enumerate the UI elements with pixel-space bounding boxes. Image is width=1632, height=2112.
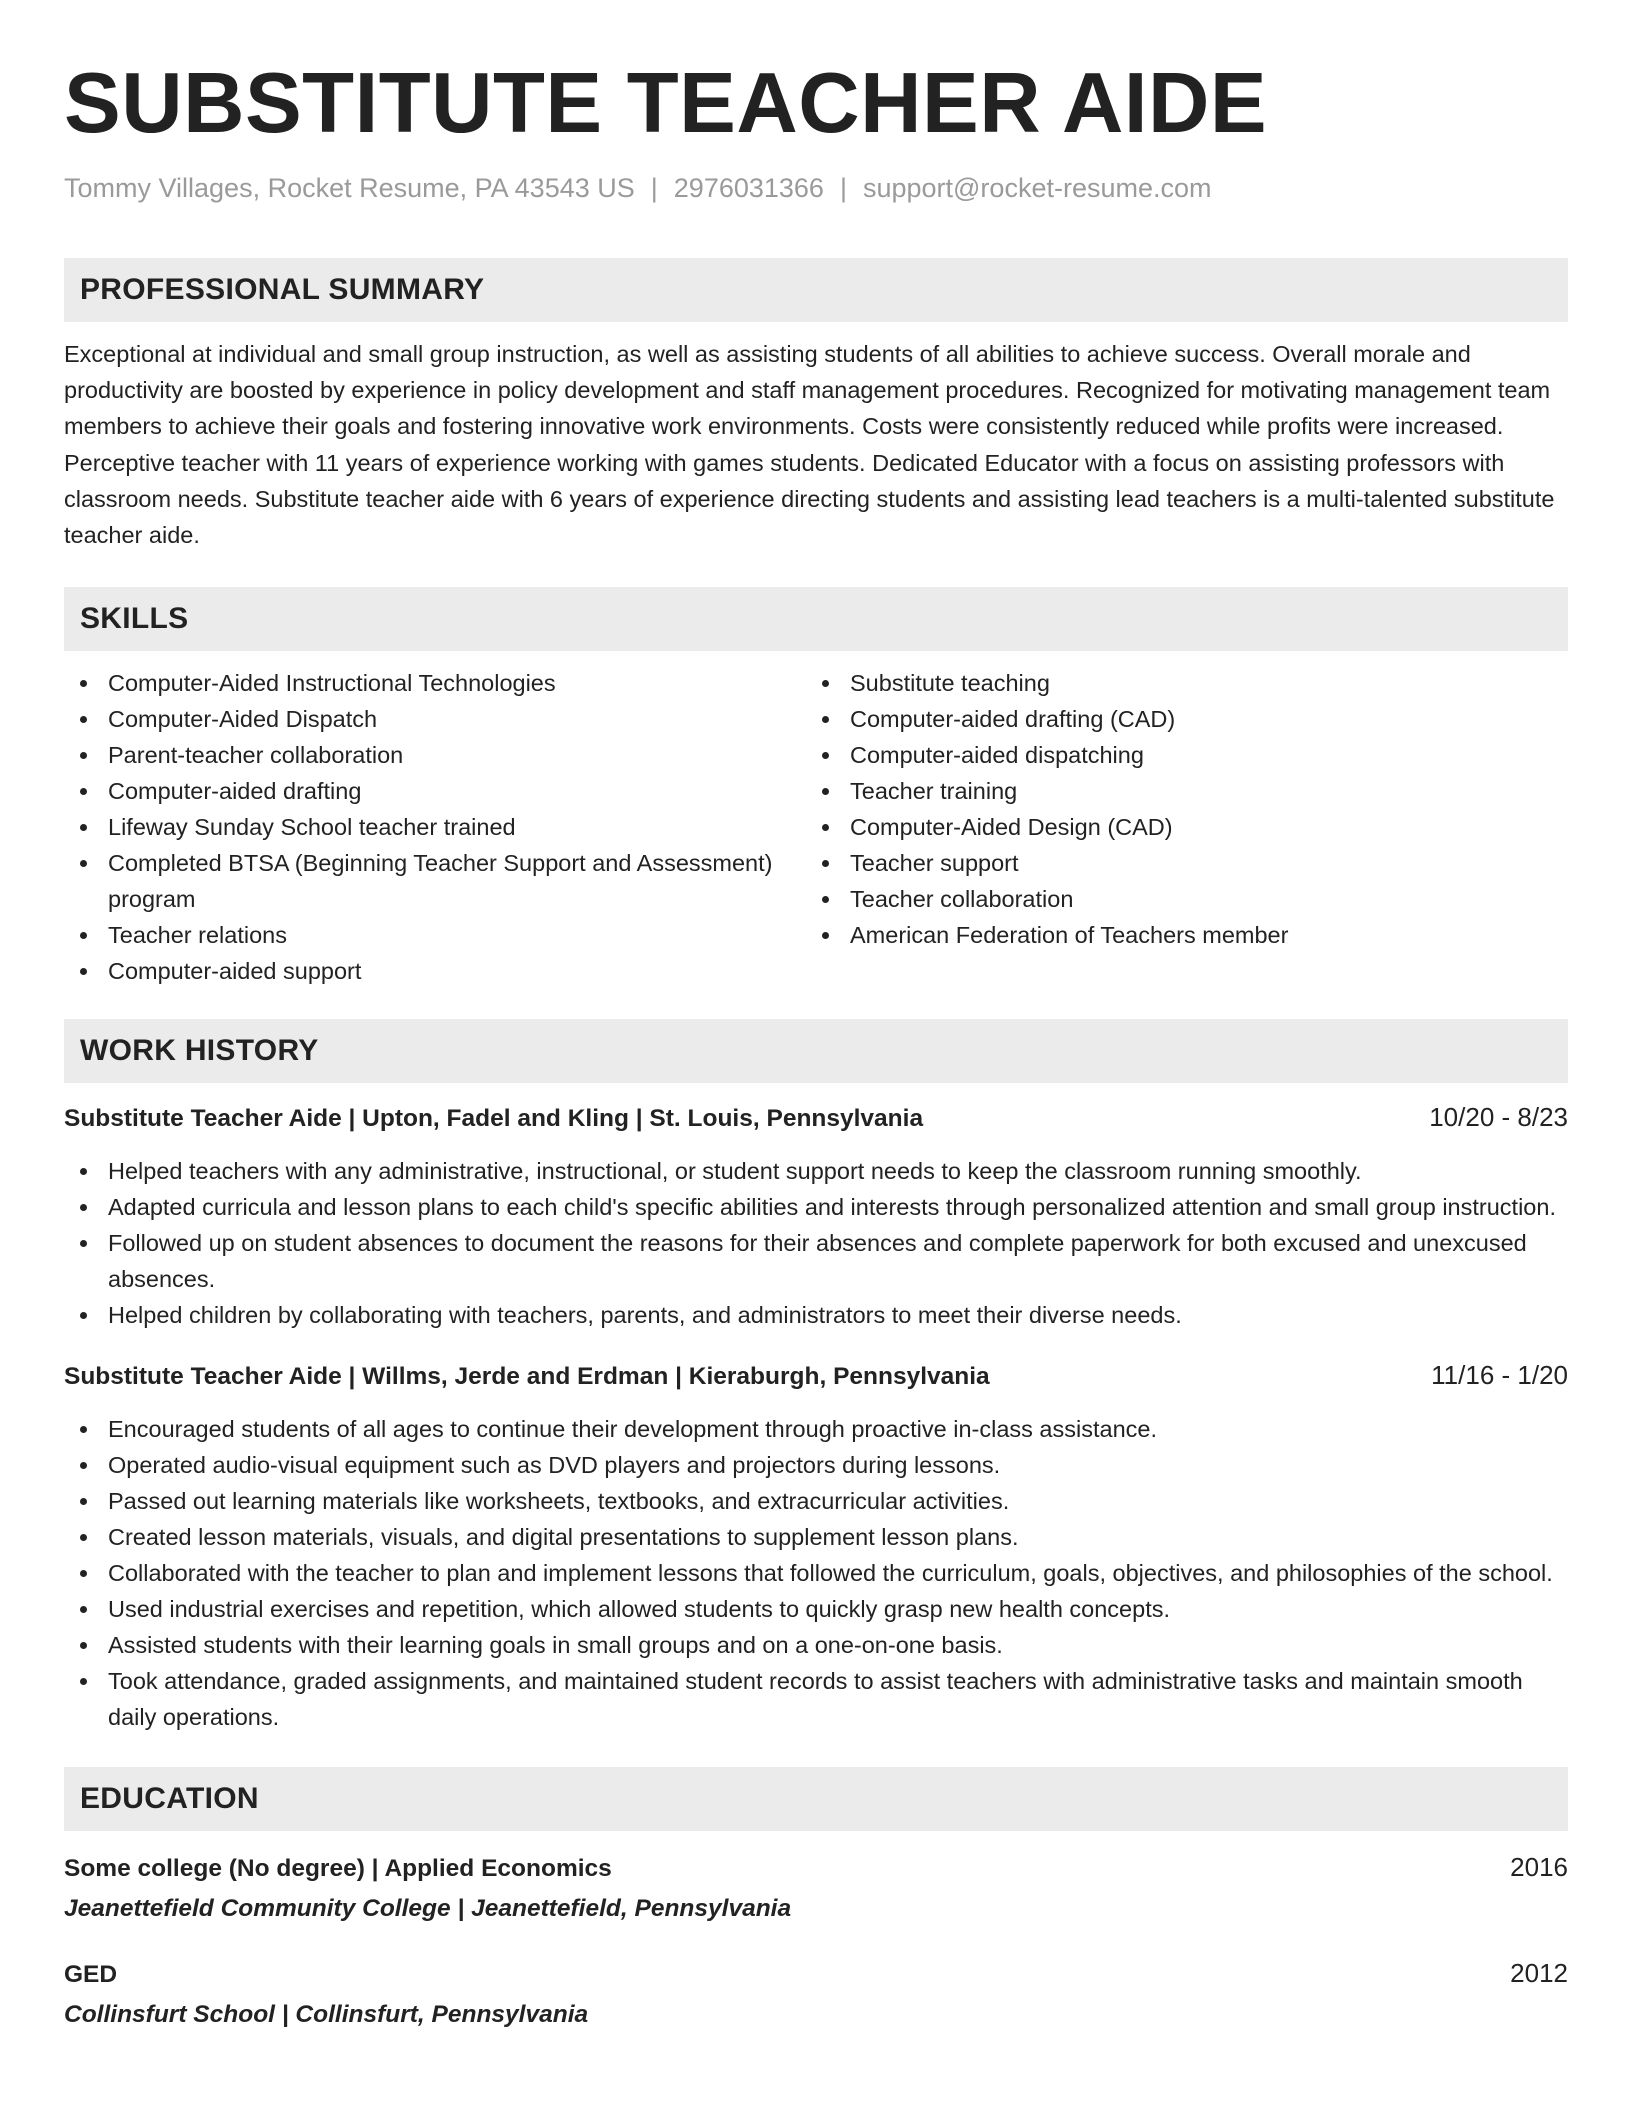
job-bullets xyxy=(64,1411,1568,1735)
job-bullet: Passed out learning materials like worksheets, textbooks, and extracurricular activities. xyxy=(64,1483,1568,1519)
job-bullet: Encouraged students of all ages to continue their development through proactive in-class assistance. xyxy=(64,1411,1568,1447)
job-bullet: Helped children by collaborating with teachers, parents, and administrators to meet their diverse needs. xyxy=(64,1297,1568,1333)
contact-email: support@rocket-resume.com xyxy=(862,173,1212,203)
job-dates: 10/20 - 8/23 xyxy=(1429,1102,1568,1133)
job-bullet: Created lesson materials, visuals, and digital presentations to supplement lesson plans. xyxy=(64,1519,1568,1555)
education-school: Jeanettefield Community College | Jeanettefield, Pennsylvania xyxy=(64,1895,792,1923)
skills-list xyxy=(64,665,1568,989)
education-school: Collinsfurt School | Collinsfurt, Pennsylvania xyxy=(64,2001,589,2029)
skill-item: Computer-Aided Dispatch xyxy=(64,701,806,737)
skill-item: Computer-aided dispatching xyxy=(806,737,1566,773)
job-bullet: Operated audio-visual equipment such as DVD players and projectors during lessons. xyxy=(64,1447,1568,1483)
skill-item: Parent-teacher collaboration xyxy=(64,737,806,773)
job-title: Substitute Teacher Aide | Upton, Fadel and Kling | St. Louis, Pennsylvania xyxy=(64,1105,924,1133)
skill-item: Teacher relations xyxy=(64,917,806,953)
skill-item: Computer-aided drafting (CAD) xyxy=(806,701,1566,737)
job-bullet: Assisted students with their learning goals in small groups and on a one-on-one basis. xyxy=(64,1627,1568,1663)
contact-separator: | xyxy=(839,173,847,203)
job-bullets xyxy=(64,1153,1568,1333)
education-header xyxy=(64,1955,1568,1993)
education-degree: GED xyxy=(64,1961,118,1989)
education-entry xyxy=(64,1955,1568,2033)
skill-item: Computer-Aided Design (CAD) xyxy=(806,809,1566,845)
job-bullet: Followed up on student absences to document the reasons for their absences and complete paperwork for both excused and unexcused absences. xyxy=(64,1225,1568,1297)
job-bullet: Adapted curricula and lesson plans to each child's specific abilities and interests through personalized attention and small group instruction. xyxy=(64,1189,1568,1225)
skills-heading: SKILLS xyxy=(64,587,1568,651)
contact-address: Tommy Villages, Rocket Resume, PA 43543 US xyxy=(64,173,635,203)
job-entry xyxy=(64,1357,1568,1735)
job-title: Substitute Teacher Aide | Willms, Jerde and Erdman | Kieraburgh, Pennsylvania xyxy=(64,1363,990,1391)
job-bullet: Took attendance, graded assignments, and maintained student records to assist teachers with administrative tasks and maintain smooth daily operations. xyxy=(64,1663,1568,1735)
skill-item: Completed BTSA (Beginning Teacher Support and Assessment) program xyxy=(64,845,806,917)
education-entry xyxy=(64,1849,1568,1927)
skill-item: Computer-aided drafting xyxy=(64,773,806,809)
resume-page xyxy=(64,0,1568,2033)
education-year: 2016 xyxy=(1510,1852,1568,1883)
contact-separator: | xyxy=(650,173,658,203)
job-entry xyxy=(64,1099,1568,1333)
contact-phone: 2976031366 xyxy=(673,173,824,203)
education-header xyxy=(64,1849,1568,1887)
education-heading: EDUCATION xyxy=(64,1767,1568,1831)
skill-item: Lifeway Sunday School teacher trained xyxy=(64,809,806,845)
skill-item: Teacher collaboration xyxy=(806,881,1566,917)
job-bullet: Used industrial exercises and repetition, which allowed students to quickly grasp new health concepts. xyxy=(64,1591,1568,1627)
skill-item: American Federation of Teachers member xyxy=(806,917,1566,953)
job-bullet: Collaborated with the teacher to plan and implement lessons that followed the curriculum, goals, objectives, and philosophies of the school. xyxy=(64,1555,1568,1591)
education-degree: Some college (No degree) | Applied Economics xyxy=(64,1855,612,1883)
job-header xyxy=(64,1357,1568,1395)
education-year: 2012 xyxy=(1510,1958,1568,1989)
skill-item: Teacher training xyxy=(806,773,1566,809)
skill-item: Teacher support xyxy=(806,845,1566,881)
job-header xyxy=(64,1099,1568,1137)
skill-item: Computer-Aided Instructional Technologies xyxy=(64,665,806,701)
skill-item: Substitute teaching xyxy=(806,665,1566,701)
contact-line xyxy=(64,170,1568,206)
skill-item: Computer-aided support xyxy=(64,953,806,989)
summary-heading: PROFESSIONAL SUMMARY xyxy=(64,258,1568,322)
skills-column-left xyxy=(64,665,806,989)
skills-column-right xyxy=(806,665,1566,989)
summary-text: Exceptional at individual and small group instruction, as well as assisting students of all abilities to achieve success. Overall morale and productivity are boosted by experience in policy development and staff management procedures. Recognized for motivating management team members to achieve their goals and fostering innovative work environments. Costs were consistently reduced while profits were increased. Perceptive teacher with 11 years of experience working with games students. Dedicated Educator with a focus on assisting professors with classroom needs. Substitute teacher aide with 6 years of experience directing students and assisting lead teachers is a multi-talented substitute teacher aide. xyxy=(64,341,1555,549)
work-history-heading: WORK HISTORY xyxy=(64,1019,1568,1083)
job-dates: 11/16 - 1/20 xyxy=(1431,1360,1568,1391)
candidate-name: SUBSTITUTE TEACHER AIDE xyxy=(64,56,1268,151)
job-bullet: Helped teachers with any administrative, instructional, or student support needs to keep the classroom running smoothly. xyxy=(64,1153,1568,1189)
